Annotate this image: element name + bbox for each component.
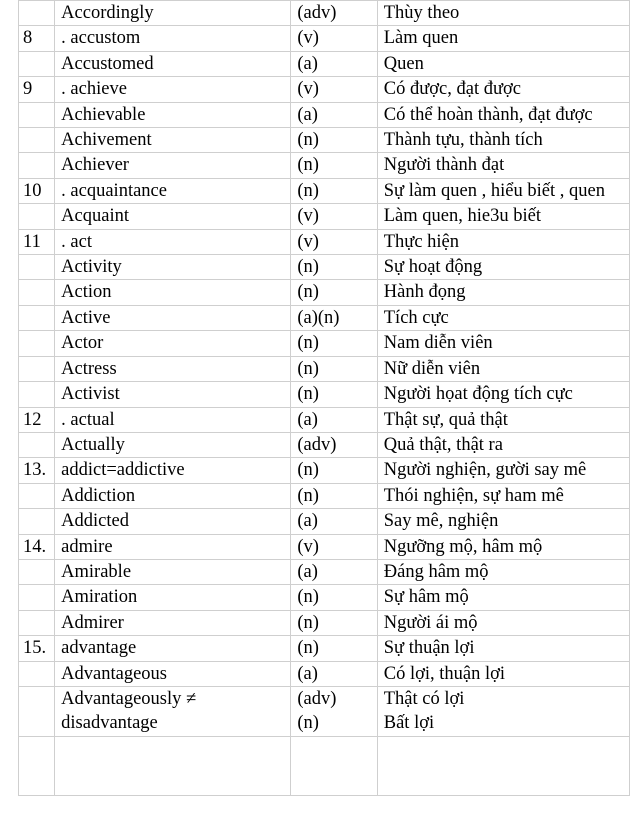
part-of-speech-cell: (n) [291, 356, 377, 381]
word-cell: Actor [55, 331, 291, 356]
word-cell: Acquaint [55, 204, 291, 229]
row-number [19, 280, 55, 305]
table-row [19, 153, 630, 178]
empty-cell [377, 736, 629, 795]
row-number [19, 483, 55, 508]
row-number: 14. [19, 534, 55, 559]
row-number [19, 610, 55, 635]
meaning-cell: Có thể hoàn thành, đạt được [377, 102, 629, 127]
word-cell: Action [55, 280, 291, 305]
table-row-empty [19, 736, 630, 795]
part-of-speech-cell: (n) [291, 331, 377, 356]
table-row [19, 280, 630, 305]
pos-line-2: (n) [297, 713, 319, 734]
part-of-speech-cell: (n) [291, 585, 377, 610]
word-line-1: Advantageously ≠ [61, 688, 197, 709]
row-number: 15. [19, 636, 55, 661]
meaning-cell: Hành đọng [377, 280, 629, 305]
part-of-speech-cell: (n) [291, 280, 377, 305]
word-cell: . act [55, 229, 291, 254]
word-cell: Activity [55, 255, 291, 280]
meaning-cell: Quen [377, 51, 629, 76]
meaning-cell: Ngưỡng mộ, hâm mộ [377, 534, 629, 559]
row-number [19, 585, 55, 610]
table-row [19, 51, 630, 76]
word-cell: . actual [55, 407, 291, 432]
meaning-cell: Người họat động tích cực [377, 382, 629, 407]
word-cell: Actually [55, 432, 291, 457]
table-row [19, 483, 630, 508]
part-of-speech-cell: (adv) [291, 1, 377, 26]
table-row [19, 178, 630, 203]
word-cell: Advantageous [55, 661, 291, 686]
word-cell [55, 686, 291, 736]
meaning-cell: Có lợi, thuận lợi [377, 661, 629, 686]
table-row [19, 204, 630, 229]
table-row [19, 128, 630, 153]
word-cell: Amiration [55, 585, 291, 610]
meaning-cell: Thùy theo [377, 1, 629, 26]
meaning-cell [377, 686, 629, 736]
part-of-speech-cell: (a) [291, 407, 377, 432]
row-number [19, 686, 55, 736]
part-of-speech-cell: (n) [291, 483, 377, 508]
row-number: 12 [19, 407, 55, 432]
word-cell: . acquaintance [55, 178, 291, 203]
table-row [19, 509, 630, 534]
table-row [19, 661, 630, 686]
table-row [19, 382, 630, 407]
row-number: 9 [19, 77, 55, 102]
table-row [19, 458, 630, 483]
part-of-speech-cell: (n) [291, 458, 377, 483]
part-of-speech-cell: (a) [291, 51, 377, 76]
part-of-speech-cell: (n) [291, 610, 377, 635]
empty-cell [19, 736, 55, 795]
row-number: 8 [19, 26, 55, 51]
part-of-speech-cell: (a)(n) [291, 305, 377, 330]
meaning-cell: Làm quen, hie3u biết [377, 204, 629, 229]
meaning-cell: Làm quen [377, 26, 629, 51]
meaning-cell: Sự hâm mộ [377, 585, 629, 610]
meaning-cell: Người nghiện, gười say mê [377, 458, 629, 483]
row-number [19, 51, 55, 76]
part-of-speech-cell: (v) [291, 229, 377, 254]
row-number [19, 509, 55, 534]
word-cell: Achiever [55, 153, 291, 178]
part-of-speech-cell: (a) [291, 509, 377, 534]
row-number [19, 305, 55, 330]
meaning-cell: Tích cực [377, 305, 629, 330]
row-number [19, 432, 55, 457]
part-of-speech-cell: (v) [291, 26, 377, 51]
table-row [19, 356, 630, 381]
table-row [19, 229, 630, 254]
empty-cell [55, 736, 291, 795]
table-row [19, 102, 630, 127]
part-of-speech-cell: (n) [291, 153, 377, 178]
word-cell: admire [55, 534, 291, 559]
word-cell: Achievable [55, 102, 291, 127]
word-cell: Addicted [55, 509, 291, 534]
word-line-2: disadvantage [61, 713, 158, 734]
table-row [19, 636, 630, 661]
row-number [19, 153, 55, 178]
word-cell: Achivement [55, 128, 291, 153]
row-number [19, 331, 55, 356]
part-of-speech-cell: (adv) [291, 432, 377, 457]
table-row-last [19, 686, 630, 736]
empty-cell [291, 736, 377, 795]
table-row [19, 255, 630, 280]
part-of-speech-cell: (n) [291, 382, 377, 407]
meaning-cell: Thành tựu, thành tích [377, 128, 629, 153]
table-row [19, 407, 630, 432]
row-number [19, 128, 55, 153]
row-number [19, 382, 55, 407]
meaning-cell: Say mê, nghiện [377, 509, 629, 534]
part-of-speech-cell: (a) [291, 102, 377, 127]
table-row [19, 77, 630, 102]
table-row [19, 305, 630, 330]
meaning-cell: Nữ diễn viên [377, 356, 629, 381]
word-cell: . accustom [55, 26, 291, 51]
row-number [19, 559, 55, 584]
table-row [19, 1, 630, 26]
word-cell: advantage [55, 636, 291, 661]
meaning-cell: Sự làm quen , hiểu biết , quen [377, 178, 629, 203]
pos-line-1: (adv) [297, 688, 337, 709]
word-cell: Addiction [55, 483, 291, 508]
word-cell: Admirer [55, 610, 291, 635]
word-cell: Accordingly [55, 1, 291, 26]
table-row [19, 26, 630, 51]
table-row [19, 534, 630, 559]
table-row [19, 585, 630, 610]
row-number: 10 [19, 178, 55, 203]
word-cell: Accustomed [55, 51, 291, 76]
meaning-line-2: Bất lợi [383, 713, 435, 734]
part-of-speech-cell: (a) [291, 559, 377, 584]
part-of-speech-cell: (n) [291, 255, 377, 280]
table-row [19, 610, 630, 635]
part-of-speech-cell: (n) [291, 636, 377, 661]
meaning-cell: Đáng hâm mộ [377, 559, 629, 584]
word-cell: Active [55, 305, 291, 330]
row-number [19, 102, 55, 127]
part-of-speech-cell: (v) [291, 77, 377, 102]
row-number [19, 356, 55, 381]
part-of-speech-cell: (n) [291, 178, 377, 203]
part-of-speech-cell: (v) [291, 534, 377, 559]
word-cell: Activist [55, 382, 291, 407]
table-row [19, 432, 630, 457]
row-number [19, 1, 55, 26]
word-cell: Amirable [55, 559, 291, 584]
part-of-speech-cell: (a) [291, 661, 377, 686]
row-number [19, 661, 55, 686]
meaning-cell: Người ái mộ [377, 610, 629, 635]
vocabulary-table-body [19, 1, 630, 796]
part-of-speech-cell: (v) [291, 204, 377, 229]
word-cell: . achieve [55, 77, 291, 102]
meaning-cell: Quả thật, thật ra [377, 432, 629, 457]
word-cell: Actress [55, 356, 291, 381]
meaning-cell: Sự hoạt động [377, 255, 629, 280]
meaning-cell: Thói nghiện, sự ham mê [377, 483, 629, 508]
part-of-speech-cell [291, 686, 377, 736]
meaning-cell: Có được, đạt được [377, 77, 629, 102]
part-of-speech-cell: (n) [291, 128, 377, 153]
meaning-cell: Sự thuận lợi [377, 636, 629, 661]
table-row [19, 331, 630, 356]
row-number: 13. [19, 458, 55, 483]
table-row [19, 559, 630, 584]
row-number [19, 204, 55, 229]
meaning-cell: Nam diễn viên [377, 331, 629, 356]
meaning-line-1: Thật có lợi [383, 688, 465, 709]
meaning-cell: Người thành đạt [377, 153, 629, 178]
row-number [19, 255, 55, 280]
row-number: 11 [19, 229, 55, 254]
word-cell: addict=addictive [55, 458, 291, 483]
vocabulary-table [18, 0, 630, 796]
meaning-cell: Thật sự, quả thật [377, 407, 629, 432]
meaning-cell: Thực hiện [377, 229, 629, 254]
